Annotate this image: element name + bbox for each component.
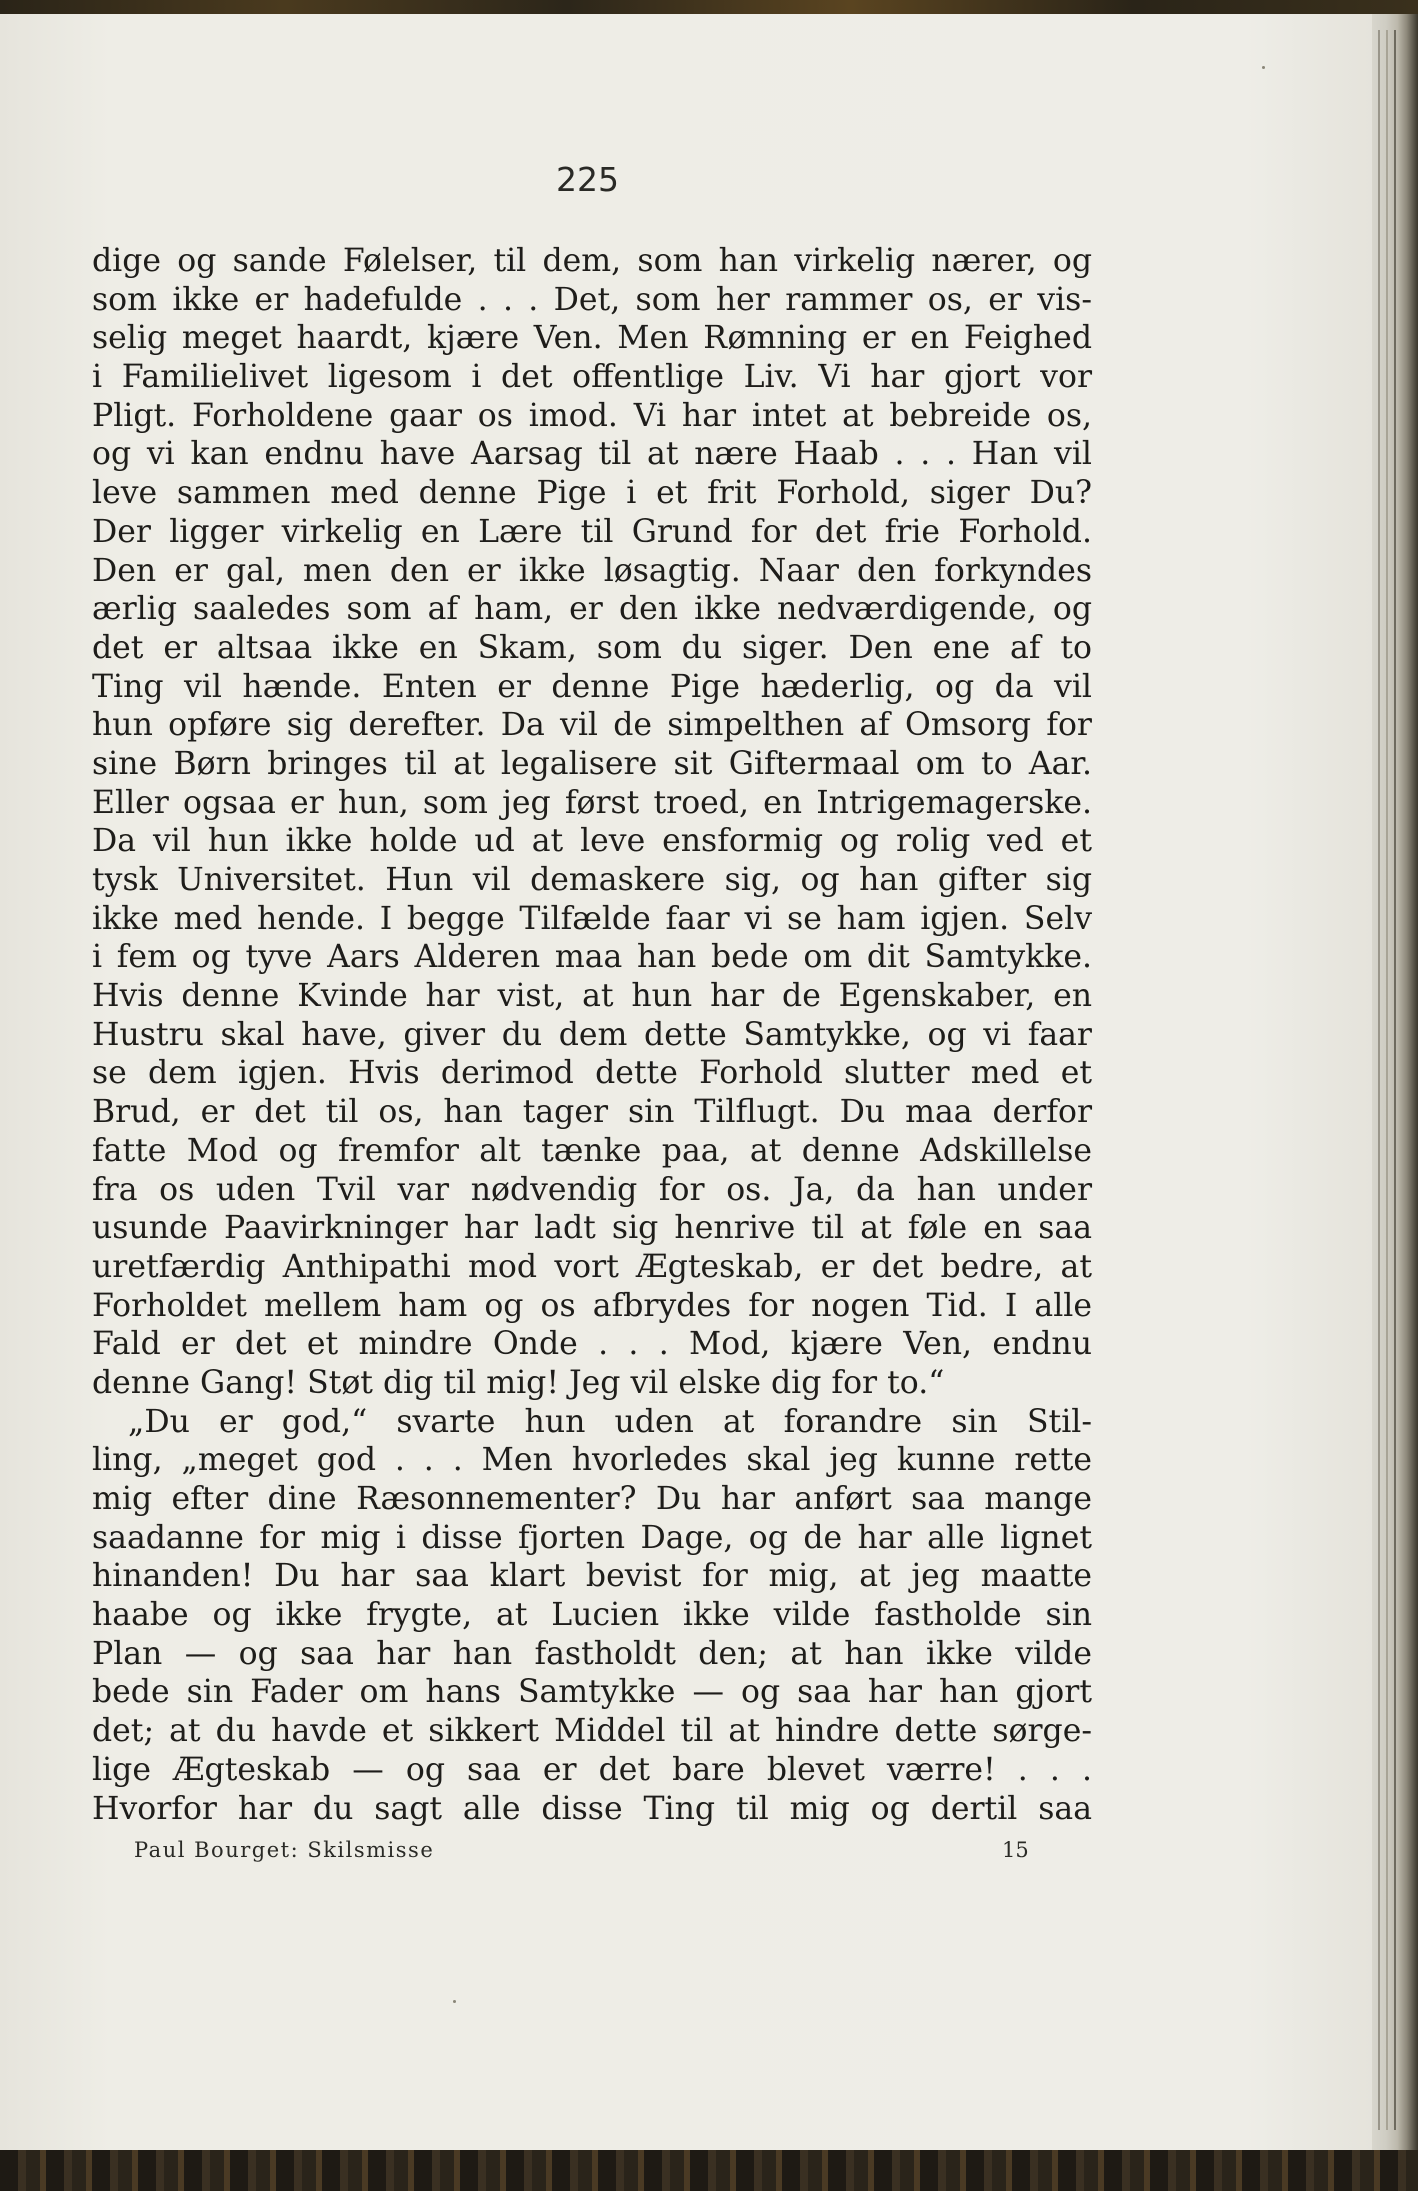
text-line: hinanden! Du har saa klart bevist for mig, at jeg maatte [92, 1558, 1092, 1595]
text-line: uretfærdig Anthipathi mod vort Ægteskab, er det bedre, at [92, 1248, 1092, 1285]
text-line: ling, „meget god . . . Men hvorledes skal jeg kunne rette [92, 1442, 1092, 1479]
text-line: tysk Universitet. Hun vil demaskere sig, og han gifter sig [92, 862, 1092, 898]
text-line: sine Børn bringes til at legalisere sit Giftermaal om to Aar. [92, 745, 1092, 782]
text-line: Fald er det et mindre Onde . . . Mod, kjære Ven, endnu [92, 1326, 1092, 1363]
text-line: Ting vil hænde. Enten er denne Pige hæderlig, og da vil [92, 668, 1092, 705]
page-number: 225 [556, 160, 619, 199]
text-line: dige og sande Følelser, til dem, som han virkelig nærer, og [92, 243, 1092, 279]
text-line: Da vil hun ikke holde ud at leve ensformig og rolig ved et [92, 823, 1092, 860]
text-line: Forholdet mellem ham og os afbrydes for nogen Tid. I alle [92, 1287, 1092, 1324]
bottom-background-edge [0, 2150, 1418, 2191]
text-line: Plan — og saa har han fastholdt den; at han ikke vilde [92, 1635, 1092, 1672]
page-edge-line [1378, 30, 1380, 2130]
text-line: bede sin Fader om hans Samtykke — og saa har han gjort [92, 1674, 1092, 1711]
text-line: denne Gang! Støt dig til mig! Jeg vil elske dig for to.“ [92, 1364, 945, 1401]
text-line: det; at du havde et sikkert Middel til at hindre dette sørge- [92, 1713, 1092, 1750]
text-line: hun opføre sig derefter. Da vil de simpelthen af Omsorg for [92, 707, 1092, 744]
text-line: Der ligger virkelig en Lære til Grund for det frie Forhold. [92, 513, 1092, 550]
paper-speck [453, 2000, 456, 2003]
text-line: Pligt. Forholdene gaar os imod. Vi har intet at bebreide os, [92, 397, 1092, 434]
text-line: som ikke er hadefulde . . . Det, som her rammer os, er vis- [92, 281, 1092, 318]
text-line: fatte Mod og fremfor alt tænke paa, at denne Adskillelse [92, 1132, 1092, 1169]
text-line: Hvis denne Kvinde har vist, at hun har de Egenskaber, en [92, 978, 1092, 1015]
text-line: leve sammen med denne Pige i et frit Forhold, siger Du? [92, 475, 1092, 512]
text-line: ærlig saaledes som af ham, er den ikke nedværdigende, og [92, 591, 1092, 628]
text-line: og vi kan endnu have Aarsag til at nære Haab . . . Han vil [92, 436, 1092, 473]
text-line: selig meget haardt, kjære Ven. Men Rømning er en Feighed [92, 320, 1092, 357]
text-line: haabe og ikke frygte, at Lucien ikke vilde fastholde sin [92, 1597, 1092, 1634]
page-edge-line [1394, 30, 1396, 2130]
text-line: saadanne for mig i disse fjorten Dage, og de har alle lignet [92, 1519, 1092, 1556]
text-line: Den er gal, men den er ikke løsagtig. Naar den forkyndes [92, 552, 1092, 589]
text-line: mig efter dine Ræsonnementer? Du har anført saa mange [92, 1481, 1092, 1517]
text-line: fra os uden Tvil var nødvendig for os. Ja, da han under [92, 1171, 1092, 1208]
text-line: Hustru skal have, giver du dem dette Samtykke, og vi faar [92, 1016, 1092, 1053]
footer-book-title: Paul Bourget: Skilsmisse [134, 1838, 435, 1862]
paper-speck [1262, 66, 1265, 69]
footer-signature-mark: 15 [1002, 1838, 1029, 1862]
text-line: se dem igjen. Hvis derimod dette Forhold slutter med et [92, 1055, 1092, 1092]
page-edge-line [1386, 30, 1388, 2130]
text-line: i fem og tyve Aars Alderen maa han bede om dit Samtykke. [92, 939, 1092, 976]
body-text [92, 242, 1092, 1828]
text-line: Hvorfor har du sagt alle disse Ting til mig og dertil saa [92, 1790, 1092, 1827]
text-line: „Du er god,“ svarte hun uden at forandre sin Stil- [128, 1403, 1092, 1440]
text-line: lige Ægteskab — og saa er det bare blevet værre! . . . [92, 1751, 1092, 1788]
text-line: i Familielivet ligesom i det offentlige Liv. Vi har gjort vor [92, 359, 1092, 396]
text-line: det er altsaa ikke en Skam, som du siger. Den ene af to [92, 629, 1092, 666]
text-line: Brud, er det til os, han tager sin Tilflugt. Du maa derfor [92, 1094, 1092, 1131]
text-line: Eller ogsaa er hun, som jeg først troed, en Intrigemagerske. [92, 784, 1092, 821]
text-line: usunde Paavirkninger har ladt sig henrive til at føle en saa [92, 1210, 1092, 1247]
text-line: ikke med hende. I begge Tilfælde faar vi se ham igjen. Selv [92, 900, 1092, 937]
